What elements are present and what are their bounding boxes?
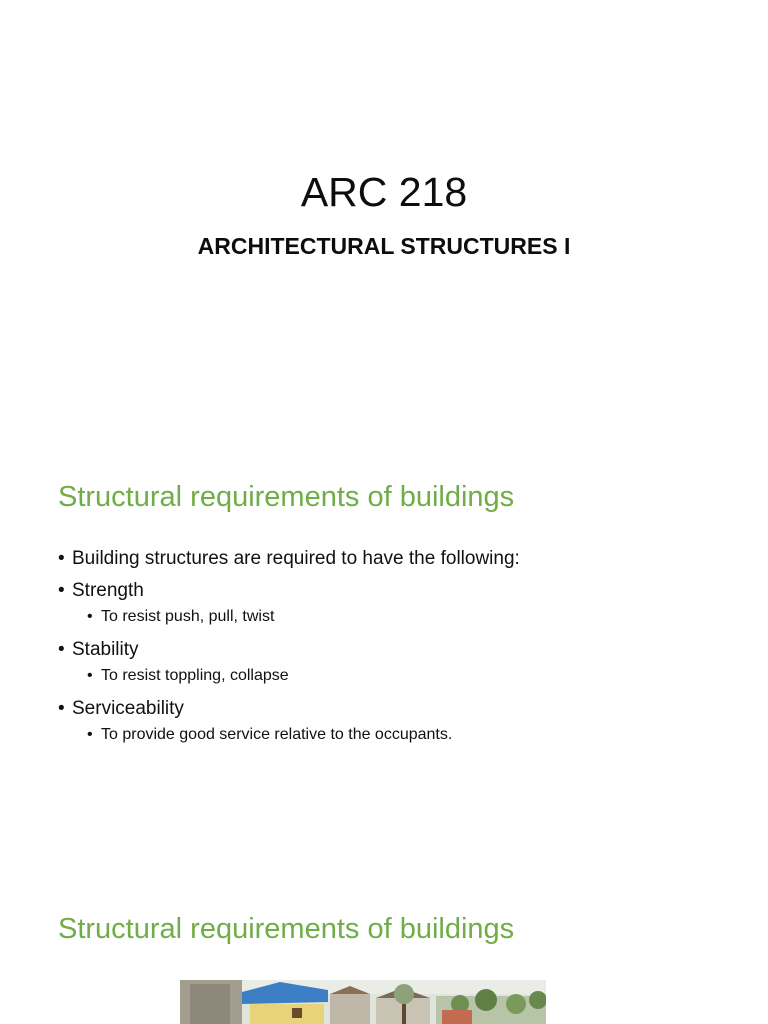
course-title: ARCHITECTURAL STRUCTURES I bbox=[197, 233, 571, 259]
sub-bullet-stability: • To resist toppling, collapse bbox=[58, 665, 738, 687]
bullet-list bbox=[58, 546, 738, 755]
title-slide bbox=[0, 0, 768, 432]
bullet-stability: • Stability bbox=[58, 637, 738, 663]
sub-bullet-strength: • To resist push, pull, twist bbox=[58, 606, 738, 628]
bullet-intro: • Building structures are required to have the following: bbox=[58, 546, 738, 572]
photo-slide bbox=[0, 864, 768, 1024]
bullet-strength: • Strength bbox=[58, 578, 738, 604]
slide-heading: Structural requirements of buildings bbox=[58, 481, 515, 513]
building-photo-icon bbox=[180, 980, 546, 1024]
bullet-serviceability: • Serviceability bbox=[58, 696, 738, 722]
course-code: ARC 218 bbox=[300, 169, 468, 215]
slide-heading: Structural requirements of buildings bbox=[58, 913, 515, 945]
building-photo bbox=[180, 980, 546, 1024]
sub-bullet-serviceability: • To provide good service relative to the occupants. bbox=[58, 724, 738, 746]
requirements-slide bbox=[0, 432, 768, 864]
